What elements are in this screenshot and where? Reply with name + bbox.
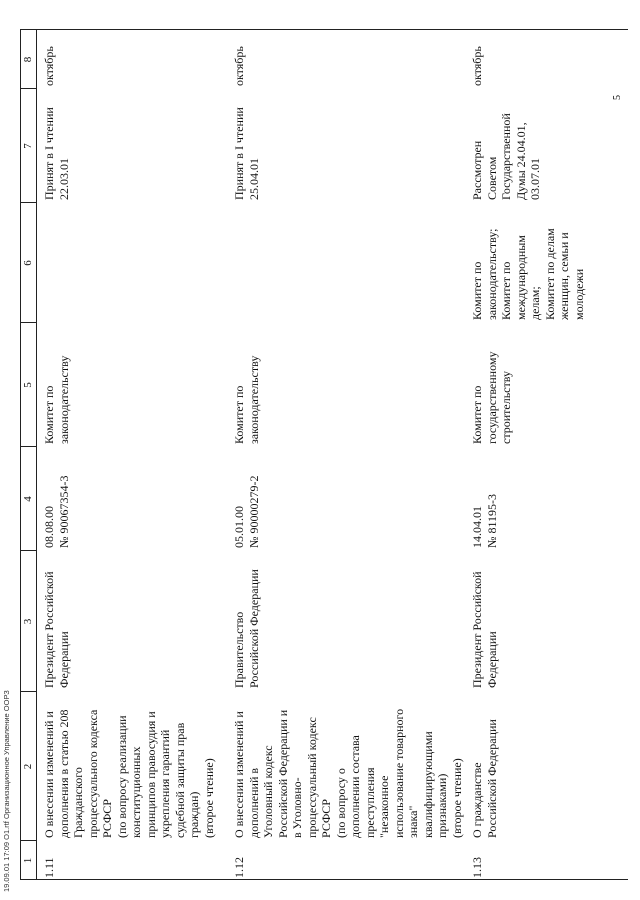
header-col-3: 3 [22, 618, 34, 625]
header-col-1: 1 [22, 857, 34, 864]
bill-status: Принят в I чтении 22.03.01 [42, 107, 71, 200]
table-border-right [20, 29, 628, 30]
responsible-committee: Комитет по законодательству [42, 355, 71, 444]
bill-initiator: Президент Российской Федерации [42, 571, 71, 688]
planned-month: октябрь [232, 46, 246, 86]
responsible-committee: Комитет по государственному строительству [470, 351, 513, 444]
header-col-8: 8 [22, 56, 34, 63]
footer-stamp: 19.09.01 17:09 О1.rtf Организационное Управление ООРЗ [2, 690, 11, 892]
header-col-7: 7 [22, 143, 34, 149]
row-number: 1.12 [232, 857, 246, 878]
bill-initiator: Президент Российской Федерации [470, 571, 499, 688]
planned-month: октябрь [42, 46, 56, 86]
header-separator [36, 29, 37, 880]
bill-title: О гражданстве Российской Федерации [470, 719, 499, 838]
row-number: 1.13 [470, 857, 484, 878]
bill-date-number: 08.08.00 № 90067354-3 [42, 475, 71, 548]
bill-status: Рассмотрен Советом Государственной Думы 24.04.01, 03.07.01 [470, 113, 542, 200]
bill-title: О внесении изменений и дополнений в Уголовный кодекс Российской Федерации и в Уголовно- процессуальный кодекс РСФСР (по вопросу о дополнении состава преступления "незаконное использование товарного знака" квалифицирующими признаками) (второе чтение) [232, 708, 464, 838]
header-col-5: 5 [22, 382, 34, 388]
header-col-2: 2 [22, 763, 34, 770]
bill-title: О внесении изменений и дополнения в статью 208 Гражданского процессуального кодекса РСФСР (по вопросу реализации конституционных принципов правосудия и укрепления гарантий судебной защиты прав граждан) (второе чтение) [42, 709, 216, 838]
bill-date-number: 05.01.00 № 90000279-2 [232, 475, 261, 548]
responsible-committee: Комитет по законодательству [232, 355, 261, 444]
bill-initiator: Правительство Российской Федерации [232, 569, 261, 688]
header-col-4: 4 [22, 496, 34, 502]
bill-status: Принят в I чтении 25.04.01 [232, 107, 261, 200]
page-number: 5 [612, 95, 623, 100]
table-border-left [20, 879, 628, 880]
header-col-6: 6 [22, 260, 34, 266]
planned-month: октябрь [470, 46, 484, 86]
bill-date-number: 14.04.01 № 81195-3 [470, 494, 499, 548]
co-committees: Комитет по законодательству; Комитет по международным делам; Комитет по делам женщин, семьи и молодежи [470, 228, 586, 320]
row-number: 1.11 [42, 857, 56, 878]
